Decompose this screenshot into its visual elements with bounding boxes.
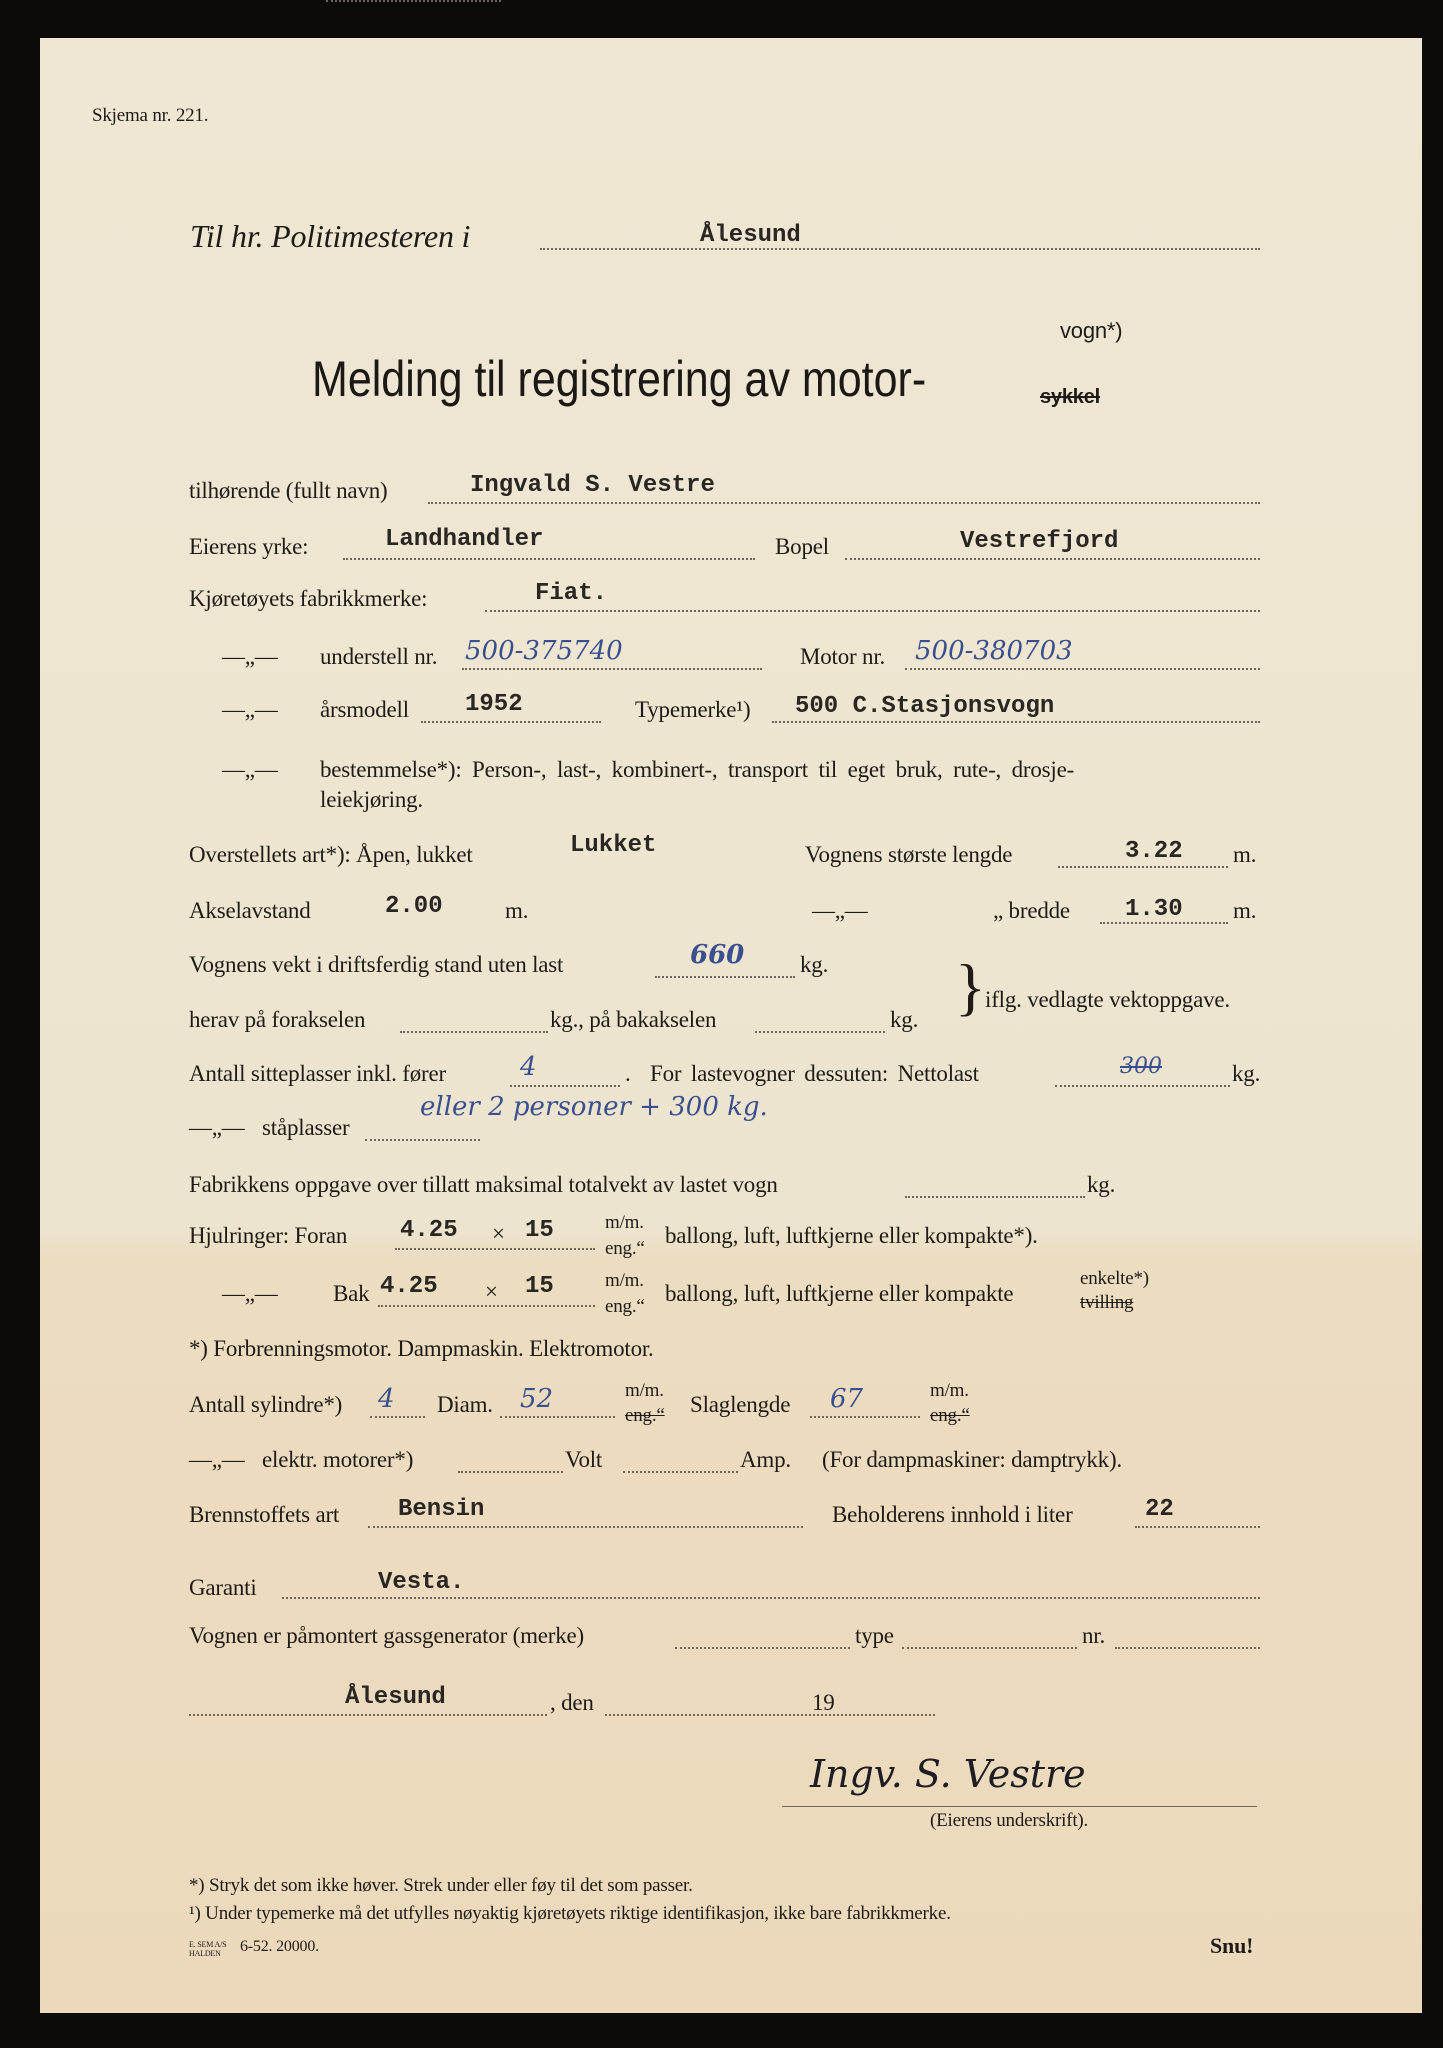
form-title: Melding til registrering av motor- xyxy=(312,351,927,407)
owner-signature: Ingv. S. Vestre xyxy=(810,1752,1086,1796)
front-tyre-width: 4.25 xyxy=(400,1217,458,1244)
occupation-value: Landhandler xyxy=(385,526,544,553)
width-unit: m. xyxy=(1233,898,1257,923)
residence-value: Vestrefjord xyxy=(960,528,1119,555)
gas-generator-line xyxy=(675,1647,850,1649)
steam-pressure-label: (For dampmaskiner: damptrykk). xyxy=(822,1447,1122,1472)
electric-motors-label: elektr. motorer*) xyxy=(262,1447,414,1472)
addressee-label: Til hr. Politimesteren i xyxy=(190,218,471,254)
turn-over-note: Snu! xyxy=(1210,1933,1254,1958)
single-option: enkelte*) xyxy=(1080,1268,1149,1289)
unit-mm: m/m. xyxy=(605,1270,644,1291)
volt-line xyxy=(623,1471,738,1473)
standing-label: ståplasser xyxy=(262,1115,350,1140)
unit-eng-struck: eng.“ xyxy=(625,1405,665,1426)
rear-tyre-line xyxy=(378,1305,595,1307)
place-line xyxy=(189,1714,547,1716)
purpose-options-2: leiekjøring. xyxy=(320,787,423,812)
place-value: Ålesund xyxy=(345,1684,446,1711)
wheelbase-unit: m. xyxy=(505,898,529,923)
net-load-line xyxy=(1055,1085,1230,1087)
unit-eng: eng.“ xyxy=(605,1296,645,1317)
residence-label: Bopel xyxy=(775,534,829,559)
motor-label: Motor nr. xyxy=(800,644,886,669)
type-label: Typemerke¹) xyxy=(635,697,751,722)
printer-mark: E. SEM A/S HALDEN xyxy=(189,1940,227,1958)
model-year-value: 1952 xyxy=(465,691,523,718)
addressee-line xyxy=(540,248,1260,250)
motor-value: 500-380703 xyxy=(915,636,1073,666)
standing-note: eller 2 personer + 300 kg. xyxy=(420,1092,768,1122)
ditto-mark: —„— xyxy=(189,1115,245,1140)
owner-value: Ingvald S. Vestre xyxy=(470,472,715,499)
ditto-mark: —„— xyxy=(222,757,278,782)
amp-label: Amp. xyxy=(740,1447,791,1472)
footnote-2: ¹) Under typemerke må det utfylles nøyaktig kjøretøyets riktige identifikasjon, ikke bare fabrikkmerke. xyxy=(189,1903,951,1924)
unit-mm: m/m. xyxy=(930,1380,969,1401)
times-sign: × xyxy=(485,1279,498,1304)
body-label: Overstellets art*): Åpen, lukket xyxy=(189,842,473,867)
purpose-label: bestemmelse*): xyxy=(320,757,462,782)
net-load-unit: kg. xyxy=(1232,1061,1261,1086)
net-load-label: For lastevogner dessuten: Nettolast xyxy=(650,1061,979,1086)
type-line xyxy=(772,721,1260,723)
wheelbase-label: Akselavstand xyxy=(189,898,311,923)
rear-tyre-rim: 15 xyxy=(525,1273,554,1300)
length-value: 3.22 xyxy=(1125,838,1183,865)
unit-mm: m/m. xyxy=(605,1212,644,1233)
fuel-label: Brennstoffets art xyxy=(189,1502,340,1527)
twin-option-struck: tvilling xyxy=(1080,1292,1134,1313)
max-weight-label: Fabrikkens oppgave over tillatt maksimal totalvekt av lastet vogn xyxy=(189,1172,778,1197)
engine-types: *) Forbrenningsmotor. Dampmaskin. Elektromotor. xyxy=(189,1336,654,1361)
occupation-label: Eierens yrke: xyxy=(189,534,309,559)
unit-eng: eng.“ xyxy=(605,1238,645,1259)
length-label: Vognens største lengde xyxy=(805,842,1013,867)
signature-label: (Eierens underskrift). xyxy=(930,1810,1089,1831)
front-tyre-rim: 15 xyxy=(525,1217,554,1244)
front-tyre-types: ballong, luft, luftkjerne eller kompakte*). xyxy=(665,1223,1038,1248)
unit-mm: m/m. xyxy=(625,1380,664,1401)
gas-nr-label: nr. xyxy=(1082,1623,1106,1648)
make-value: Fiat. xyxy=(535,580,608,607)
purpose-options: Person-, last-, kombinert-, transport til eget bruk, rute-, drosje- xyxy=(472,757,1075,782)
diameter-line xyxy=(500,1416,615,1418)
standing-line xyxy=(365,1139,480,1141)
gas-type-line xyxy=(902,1647,1077,1649)
length-unit: m. xyxy=(1233,842,1257,867)
wheelbase-line xyxy=(326,0,501,2)
diameter-label: Diam. xyxy=(437,1392,493,1417)
seats-value: 4 xyxy=(520,1052,537,1082)
chassis-label: understell nr. xyxy=(320,644,438,669)
date-label: , den xyxy=(550,1690,594,1715)
diameter-value: 52 xyxy=(520,1384,554,1414)
title-sykkel-struck: sykkel xyxy=(1040,386,1100,408)
fuel-line xyxy=(368,1526,803,1528)
weight-unit: kg. xyxy=(800,952,829,977)
ditto-mark: —„— xyxy=(189,1447,245,1472)
footnote-1: *) Stryk det som ikke høver. Strek under eller føy til det som passer. xyxy=(189,1875,693,1896)
front-axle-label: herav på forakselen xyxy=(189,1007,366,1032)
print-info: 6-52. 20000. xyxy=(240,1938,319,1955)
signature-line xyxy=(782,1806,1257,1807)
times-sign: × xyxy=(492,1221,505,1246)
front-tyres-label: Hjulringer: Foran xyxy=(189,1223,348,1248)
insurance-label: Garanti xyxy=(189,1575,257,1600)
stroke-line xyxy=(810,1416,920,1418)
ditto-mark: —„— xyxy=(812,898,868,923)
type-value: 500 C.Stasjonsvogn xyxy=(795,693,1055,720)
make-line xyxy=(485,610,1260,612)
weight-line xyxy=(655,976,795,978)
gas-generator-label: Vognen er påmontert gassgenerator (merke) xyxy=(189,1623,584,1648)
gas-nr-line xyxy=(1115,1647,1260,1649)
form-number: Skjema nr. 221. xyxy=(92,105,209,126)
tank-line xyxy=(1135,1526,1260,1528)
body-value: Lukket xyxy=(570,832,657,859)
weight-value: 660 xyxy=(690,940,745,970)
seats-line xyxy=(510,1085,620,1087)
cylinders-label: Antall sylindre*) xyxy=(189,1392,343,1417)
chassis-value: 500-375740 xyxy=(465,636,623,666)
rear-axle-line xyxy=(755,1031,885,1033)
front-tyre-line xyxy=(395,1248,595,1250)
volt-label: Volt xyxy=(565,1447,603,1472)
title-vogn: vogn*) xyxy=(1060,318,1123,343)
brace: } xyxy=(955,951,986,1022)
owner-label: tilhørende (fullt navn) xyxy=(189,478,388,503)
ditto-mark: —„— xyxy=(222,644,278,669)
weight-note: iflg. vedlagte vektoppgave. xyxy=(985,987,1230,1012)
motor-line xyxy=(905,668,1260,670)
unit-eng-struck: eng.“ xyxy=(930,1405,970,1426)
max-weight-unit: kg. xyxy=(1087,1172,1116,1197)
stroke-label: Slaglengde xyxy=(690,1392,791,1417)
net-load-value: 300 xyxy=(1120,1054,1162,1079)
model-year-line xyxy=(421,721,601,723)
stroke-value: 67 xyxy=(830,1384,864,1414)
rear-tyres-label: Bak xyxy=(333,1281,370,1306)
owner-line xyxy=(428,502,1260,504)
chassis-line xyxy=(462,668,762,670)
model-year-label: årsmodell xyxy=(320,697,409,722)
addressee-value: Ålesund xyxy=(700,222,801,249)
electric-line xyxy=(458,1471,563,1473)
cylinders-value: 4 xyxy=(378,1384,395,1414)
insurance-value: Vesta. xyxy=(378,1569,465,1596)
residence-line xyxy=(845,558,1260,560)
occupation-line xyxy=(343,558,755,560)
make-label: Kjøretøyets fabrikkmerke: xyxy=(189,586,428,611)
fuel-value: Bensin xyxy=(398,1496,485,1523)
rear-tyre-width: 4.25 xyxy=(380,1273,438,1300)
cylinders-line xyxy=(370,1416,425,1418)
tank-label: Beholderens innhold i liter xyxy=(832,1502,1073,1527)
rear-axle-label: kg., på bakakselen xyxy=(550,1007,717,1032)
weight-label: Vognens vekt i driftsferdig stand uten last xyxy=(189,952,564,977)
gas-type-label: type xyxy=(855,1623,894,1648)
date-line xyxy=(605,1714,935,1716)
max-weight-line xyxy=(905,1196,1085,1198)
length-line xyxy=(1058,866,1228,868)
insurance-line xyxy=(282,1597,1260,1599)
front-axle-line xyxy=(400,1031,548,1033)
ditto-mark: —„— xyxy=(222,1281,278,1306)
ditto-mark: —„— xyxy=(222,697,278,722)
year-prefix: 19 xyxy=(812,1690,835,1715)
seats-label: Antall sitteplasser inkl. fører xyxy=(189,1061,446,1086)
wheelbase-value: 2.00 xyxy=(385,893,443,920)
width-value: 1.30 xyxy=(1125,896,1183,923)
tank-value: 22 xyxy=(1145,1496,1174,1523)
width-label: „ bredde xyxy=(993,898,1070,923)
rear-tyre-types: ballong, luft, luftkjerne eller kompakte xyxy=(665,1281,1014,1306)
period: . xyxy=(625,1061,631,1086)
rear-axle-unit: kg. xyxy=(890,1007,919,1032)
